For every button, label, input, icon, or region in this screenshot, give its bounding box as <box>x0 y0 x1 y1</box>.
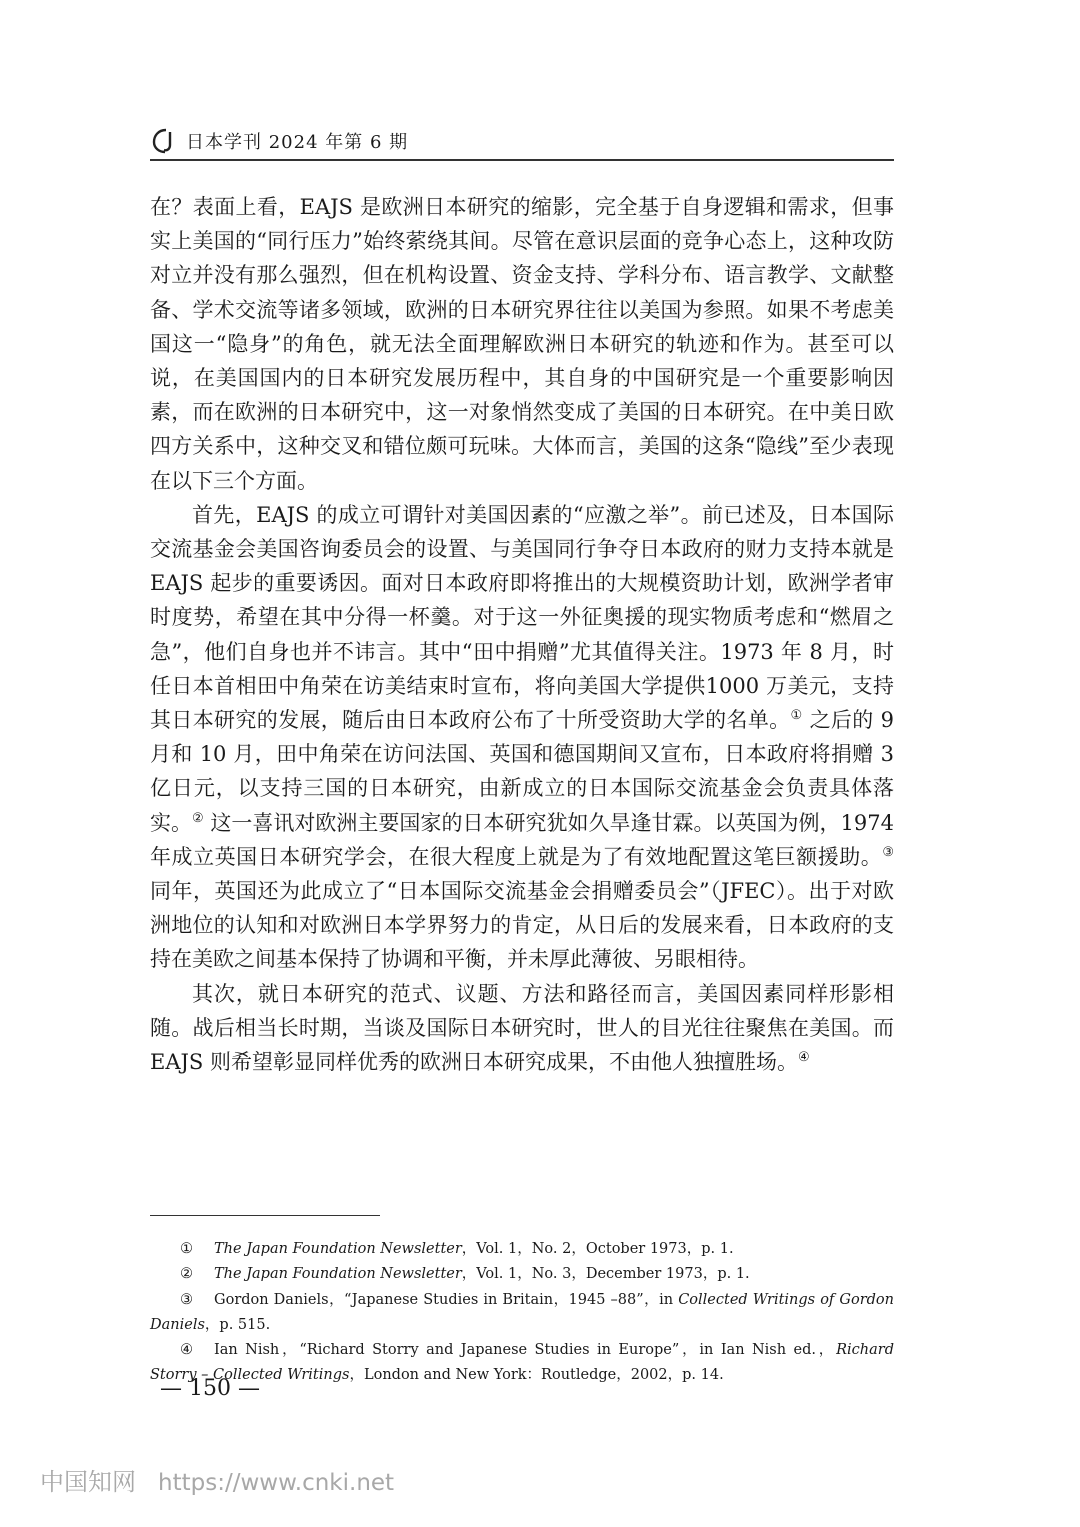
footnote-number: ③ <box>180 1291 193 1308</box>
footnote-source-title: Richard Storry – Collected Writings <box>150 1342 894 1384</box>
footnote-ref-3[interactable]: ③ <box>882 844 894 860</box>
footnote-source-title: The Japan Foundation Newsletter <box>214 1266 462 1283</box>
footnote-rule <box>150 1215 380 1216</box>
footnote-source-title: The Japan Foundation Newsletter <box>214 1241 462 1257</box>
watermark-url[interactable]: https://www.cnki.net <box>158 1470 395 1496</box>
journal-title: 日本学刊 2024 年第 6 期 <box>186 132 409 153</box>
footnote-text: Gordon Daniels，“Japanese Studies in Britain，1945 –88”，in <box>214 1291 679 1308</box>
footnote-ref-1[interactable]: ① <box>790 708 803 724</box>
journal-logo-icon <box>152 128 180 154</box>
footnote-ref-4[interactable]: ④ <box>797 1050 810 1066</box>
paragraph-2-text-c: 这一喜讯对欧洲主要国家的日本研究犹如久旱逢甘霖。以英国为例，1974 年成立英国日本研究学会，在很大程度上就是为了有效地配置这笔巨额援助。 <box>150 810 895 869</box>
footnote-text: ，p. 515. <box>204 1316 271 1333</box>
paragraph-2-text-b: 之后的 9 月和 10 月，田中角荣在访问法国、英国和德国期间又宣布，日本政府将捐赠 3 亿日元，以支持三国的日本研究，由新成立的日本国际交流基金会负责具体落实。 <box>150 708 895 835</box>
paragraph-3-text-a: 其次，就日本研究的范式、议题、方法和路径而言，美国因素同样形影相随。战后相当长时期，当谈及国际日本研究时，世人的目光往往聚焦在美国。而 EAJS 则希望彰显同样优秀的欧洲日本研究成果，不由他人独擅胜场。 <box>150 981 894 1075</box>
footnote-text: ，London and New York：Routledge，2002，p. 14. <box>349 1367 724 1384</box>
article-body <box>150 190 894 1079</box>
footnote-1 <box>150 1237 894 1262</box>
footnote-text: ，Vol. 1，No. 2，October 1973，p. 1. <box>461 1241 734 1257</box>
cnki-watermark <box>40 1462 394 1497</box>
footnote-number: ② <box>180 1266 193 1283</box>
paragraph-2-text-a: 首先，EAJS 的成立可谓针对美国因素的“应激之举”。前已述及，日本国际交流基金会美国咨询委员会的设置、与美国同行争夺日本政府的财力支持本就是 EAJS 起步的重要诱因。面对日本政府即将推出的大规模资助计划，欧洲学者审时度势，希望在其中分得一杯羹。对于这一外征奥援的现实物质考虑和“燃眉之急”，他们自身也并不讳言。其中“田中捐赠”尤其值得关注。1973 年 8 月，时任日本首相田中角荣在访美结束时宣布，将向美国大学提供1000 万美元，支持其日本研究的发展，随后由日本政府公布了十所受资助大学的名单。 <box>150 502 894 733</box>
running-header <box>152 124 894 160</box>
footnote-number: ① <box>180 1241 193 1257</box>
footnote-text: ，Vol. 1，No. 3，December 1973，p. 1. <box>461 1266 750 1283</box>
footnote-source-title: Collected Writings of Gordon Daniels <box>150 1291 894 1333</box>
page-number: — 150 — <box>160 1376 260 1401</box>
footnote-2 <box>150 1262 894 1287</box>
watermark-name: 中国知网 <box>40 1468 136 1496</box>
header-rule <box>150 159 894 161</box>
footnote-text: Ian Nish，“Richard Storry and Japanese Studies in Europe”，in Ian Nish ed.， <box>214 1342 837 1359</box>
paragraph-3 <box>150 977 894 1080</box>
footnote-ref-2[interactable]: ② <box>192 810 204 826</box>
footnote-3 <box>150 1288 894 1339</box>
paragraph-2 <box>150 498 894 977</box>
paragraph-1: 在？表面上看，EAJS 是欧洲日本研究的缩影，完全基于自身逻辑和需求，但事实上美国的“同行压力”始终萦绕其间。尽管在意识层面的竞争心态上，这种攻防对立并没有那么强烈，但在机构设置、资金支持、学科分布、语言教学、文献整备、学术交流等诸多领域，欧洲的日本研究界往往以美国为参照。如果不考虑美国这一“隐身”的角色，就无法全面理解欧洲日本研究的轨迹和作为。甚至可以说，在美国国内的日本研究发展历程中，其自身的中国研究是一个重要影响因素，而在欧洲的日本研究中，这一对象悄然变成了美国的日本研究。在中美日欧四方关系中，这种交叉和错位颇可玩味。大体而言，美国的这条“隐线”至少表现在以下三个方面。 <box>150 195 894 493</box>
footnote-4 <box>150 1338 894 1389</box>
paragraph-2-text-d: 同年，英国还为此成立了“日本国际交流基金会捐赠委员会”（JFEC）。出于对欧洲地位的认知和对欧洲日本学界努力的肯定，从日后的发展来看，日本政府的支持在美欧之间基本保持了协调和平衡，并未厚此薄彼、另眼相待。 <box>150 879 894 972</box>
footnotes <box>150 1237 894 1389</box>
footnote-number: ④ <box>180 1342 193 1359</box>
